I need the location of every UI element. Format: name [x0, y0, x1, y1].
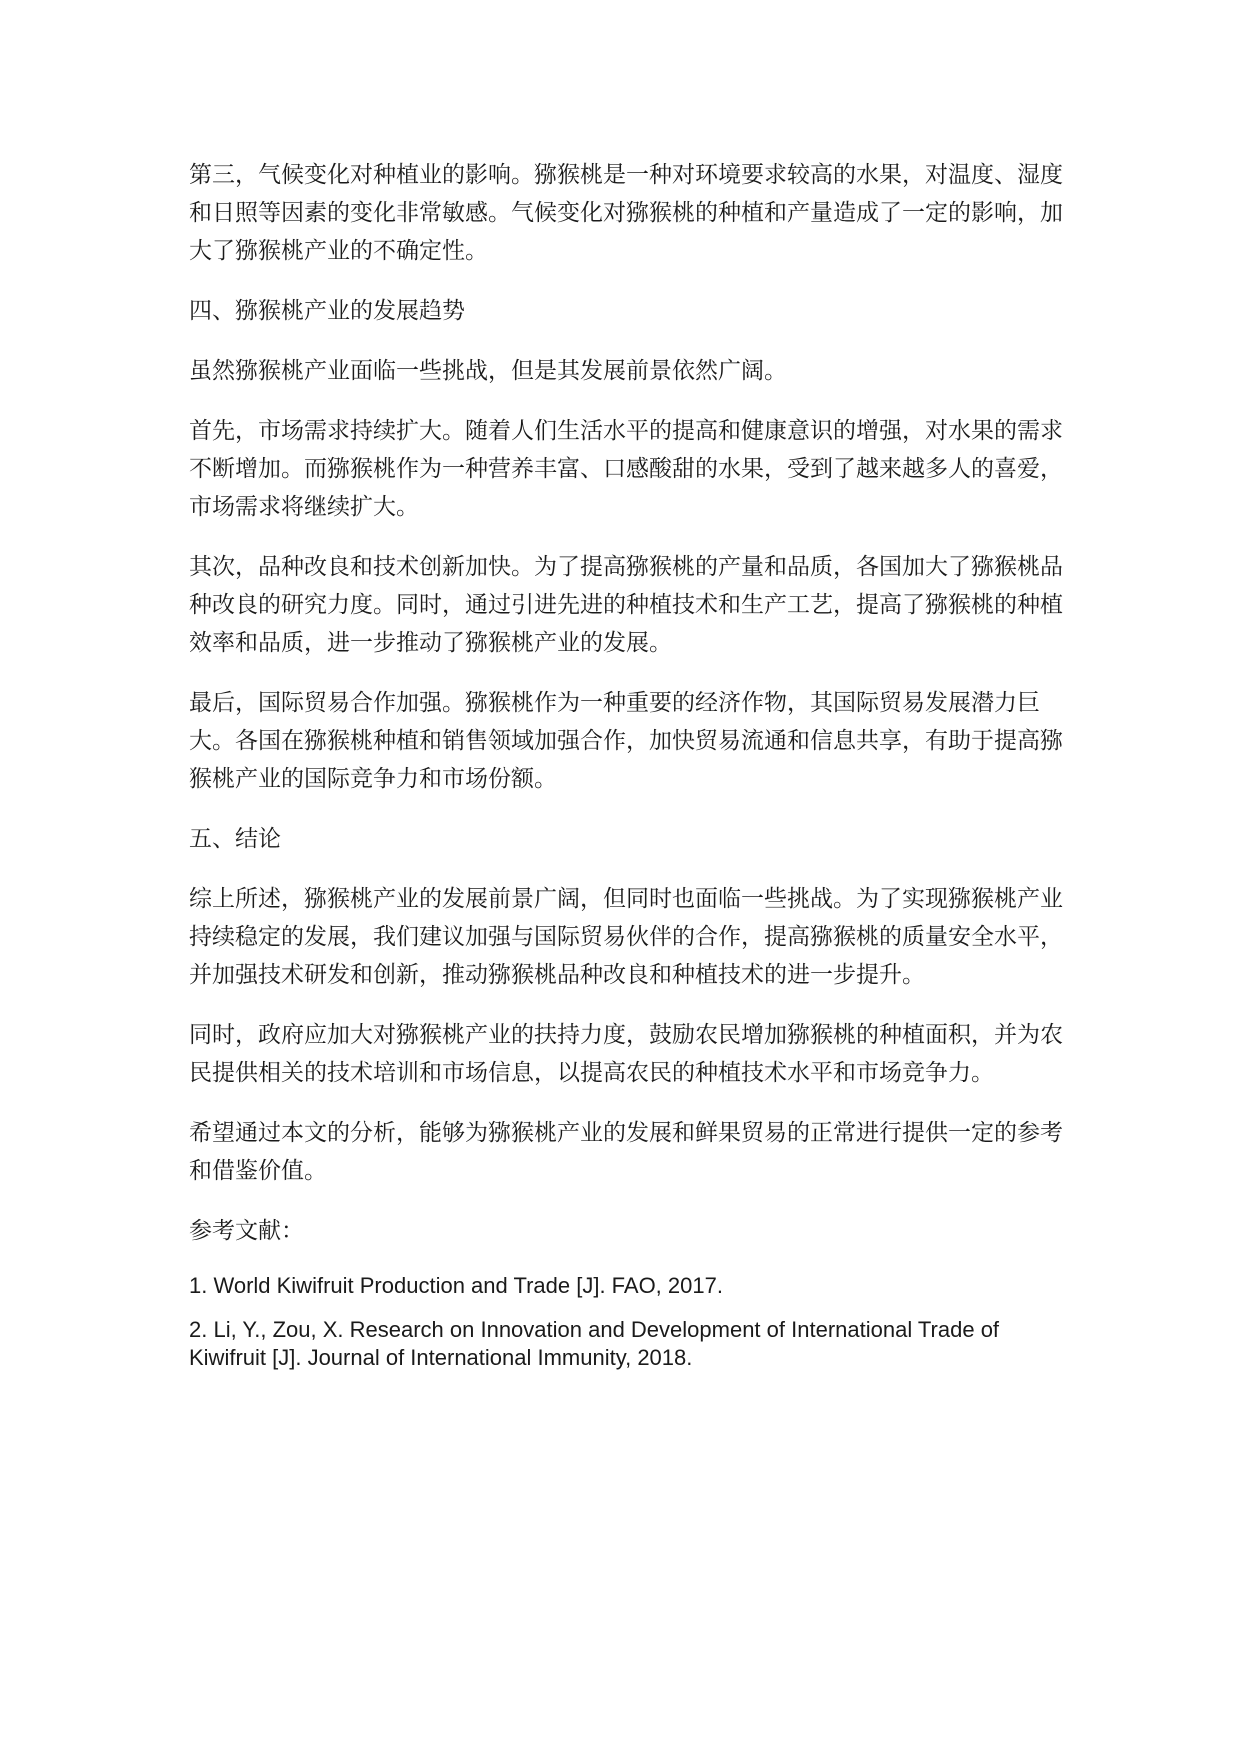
document-body: [189, 156, 1079, 1388]
paragraph-conclusion-summary: 综上所述，猕猴桃产业的发展前景广阔，但同时也面临一些挑战。为了实现猕猴桃产业持续稳定的发展，我们建议加强与国际贸易伙伴的合作，提高猕猴桃的质量安全水平，并加强技术研发和创新，推动猕猴桃品种改良和种植技术的进一步提升。: [189, 886, 1063, 988]
paragraph-market-demand: 首先，市场需求持续扩大。随着人们生活水平的提高和健康意识的增强，对水果的需求不断增加。而猕猴桃作为一种营养丰富、口感酸甜的水果，受到了越来越多人的喜爱，市场需求将继续扩大。: [189, 418, 1063, 520]
reference-item: 1. World Kiwifruit Production and Trade [J]. FAO, 2017.: [189, 1273, 723, 1298]
section-heading-conclusion: 五、结论: [189, 826, 281, 852]
section-heading-trends: 四、猕猴桃产业的发展趋势: [189, 298, 465, 324]
paragraph-trade-cooperation: 最后，国际贸易合作加强。猕猴桃作为一种重要的经济作物，其国际贸易发展潜力巨大。各国在猕猴桃种植和销售领域加强合作，加快贸易流通和信息共享，有助于提高猕猴桃产业的国际竞争力和市场份额。: [189, 690, 1063, 792]
reference-item: 2. Li, Y., Zou, X. Research on Innovation and Development of International Trade of Kiwifruit [J]. Journal of International Immunity, 2018.: [189, 1317, 1000, 1370]
paragraph-climate-impact: 第三，气候变化对种植业的影响。猕猴桃是一种对环境要求较高的水果，对温度、湿度和日照等因素的变化非常敏感。气候变化对猕猴桃的种植和产量造成了一定的影响，加大了猕猴桃产业的不确定性。: [189, 162, 1063, 264]
paragraph-closing: 希望通过本文的分析，能够为猕猴桃产业的发展和鲜果贸易的正常进行提供一定的参考和借鉴价值。: [189, 1120, 1063, 1184]
paragraph-government-support: 同时，政府应加大对猕猴桃产业的扶持力度，鼓励农民增加猕猴桃的种植面积，并为农民提供相关的技术培训和市场信息，以提高农民的种植技术水平和市场竞争力。: [189, 1022, 1063, 1086]
references-heading: 参考文献：: [189, 1218, 304, 1244]
paragraph-variety-innovation: 其次，品种改良和技术创新加快。为了提高猕猴桃的产量和品质，各国加大了猕猴桃品种改良的研究力度。同时，通过引进先进的种植技术和生产工艺，提高了猕猴桃的种植效率和品质，进一步推动了猕猴桃产业的发展。: [189, 554, 1063, 656]
paragraph-outlook: 虽然猕猴桃产业面临一些挑战，但是其发展前景依然广阔。: [189, 358, 787, 384]
